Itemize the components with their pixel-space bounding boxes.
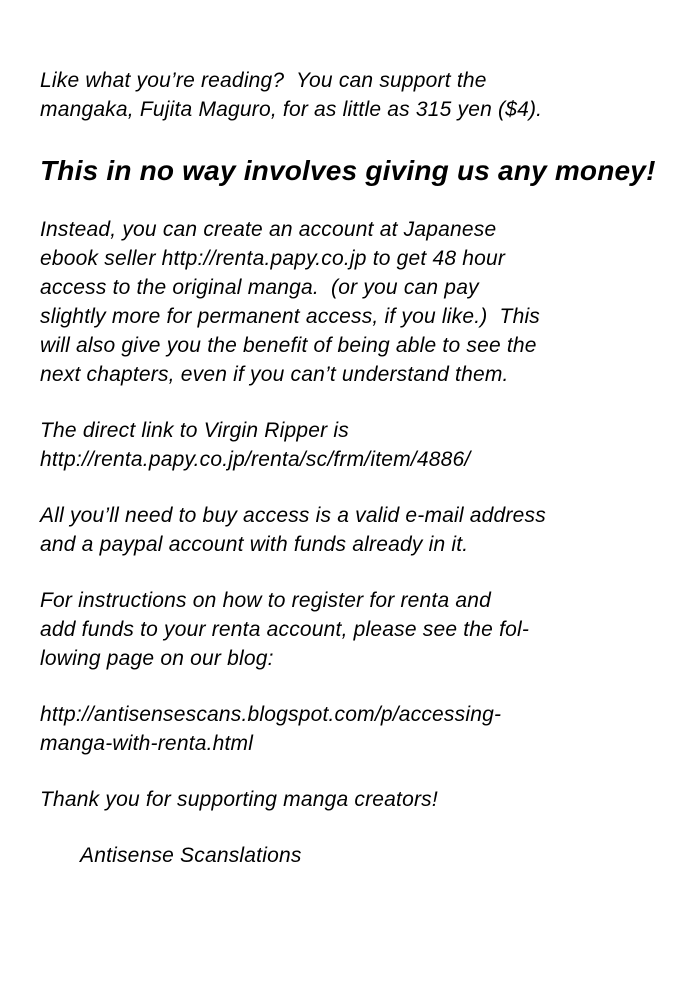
text-line: next chapters, even if you can’t understand them. (40, 363, 509, 386)
text-line: For instructions on how to register for renta and (40, 589, 492, 612)
instructions-paragraph (40, 215, 670, 389)
text-line: lowing page on our blog: (40, 647, 274, 670)
text-line: The direct link to Virgin Ripper is (40, 419, 349, 442)
text-line: mangaka, Fujita Maguro, for as little as 315 yen ($4). (40, 98, 543, 121)
url-line: http://renta.papy.co.jp/renta/sc/frm/item/4886/ (40, 448, 471, 471)
text-content (40, 66, 670, 897)
text-line: Instead, you can create an account at Japanese (40, 218, 497, 241)
register-instructions-paragraph (40, 586, 670, 673)
text-line: slightly more for permanent access, if you like.) This (40, 305, 541, 328)
text-line: Antisense Scanslations (80, 844, 302, 867)
text-line: access to the original manga. (or you can pay (40, 276, 479, 299)
text-line: and a paypal account with funds already in it. (40, 533, 469, 556)
text-line: will also give you the benefit of being able to see the (40, 334, 537, 357)
requirements-paragraph (40, 501, 670, 559)
blog-link-paragraph (40, 700, 670, 758)
direct-link-paragraph (40, 416, 670, 474)
text-line: Thank you for supporting manga creators! (40, 788, 438, 811)
text-line: Like what you’re reading? You can support the (40, 69, 487, 92)
thanks-paragraph (40, 785, 670, 814)
text-line: add funds to your renta account, please see the fol- (40, 618, 530, 641)
url-line: manga-with-renta.html (40, 732, 254, 755)
text-line: ebook seller http://renta.papy.co.jp to get 48 hour (40, 247, 506, 270)
text-line: All you’ll need to buy access is a valid e-mail address (40, 504, 546, 527)
signature (80, 841, 670, 870)
url-line: http://antisensescans.blogspot.com/p/accessing- (40, 703, 502, 726)
intro-paragraph (40, 66, 670, 124)
headline: This in no way involves giving us any money! (40, 155, 656, 186)
